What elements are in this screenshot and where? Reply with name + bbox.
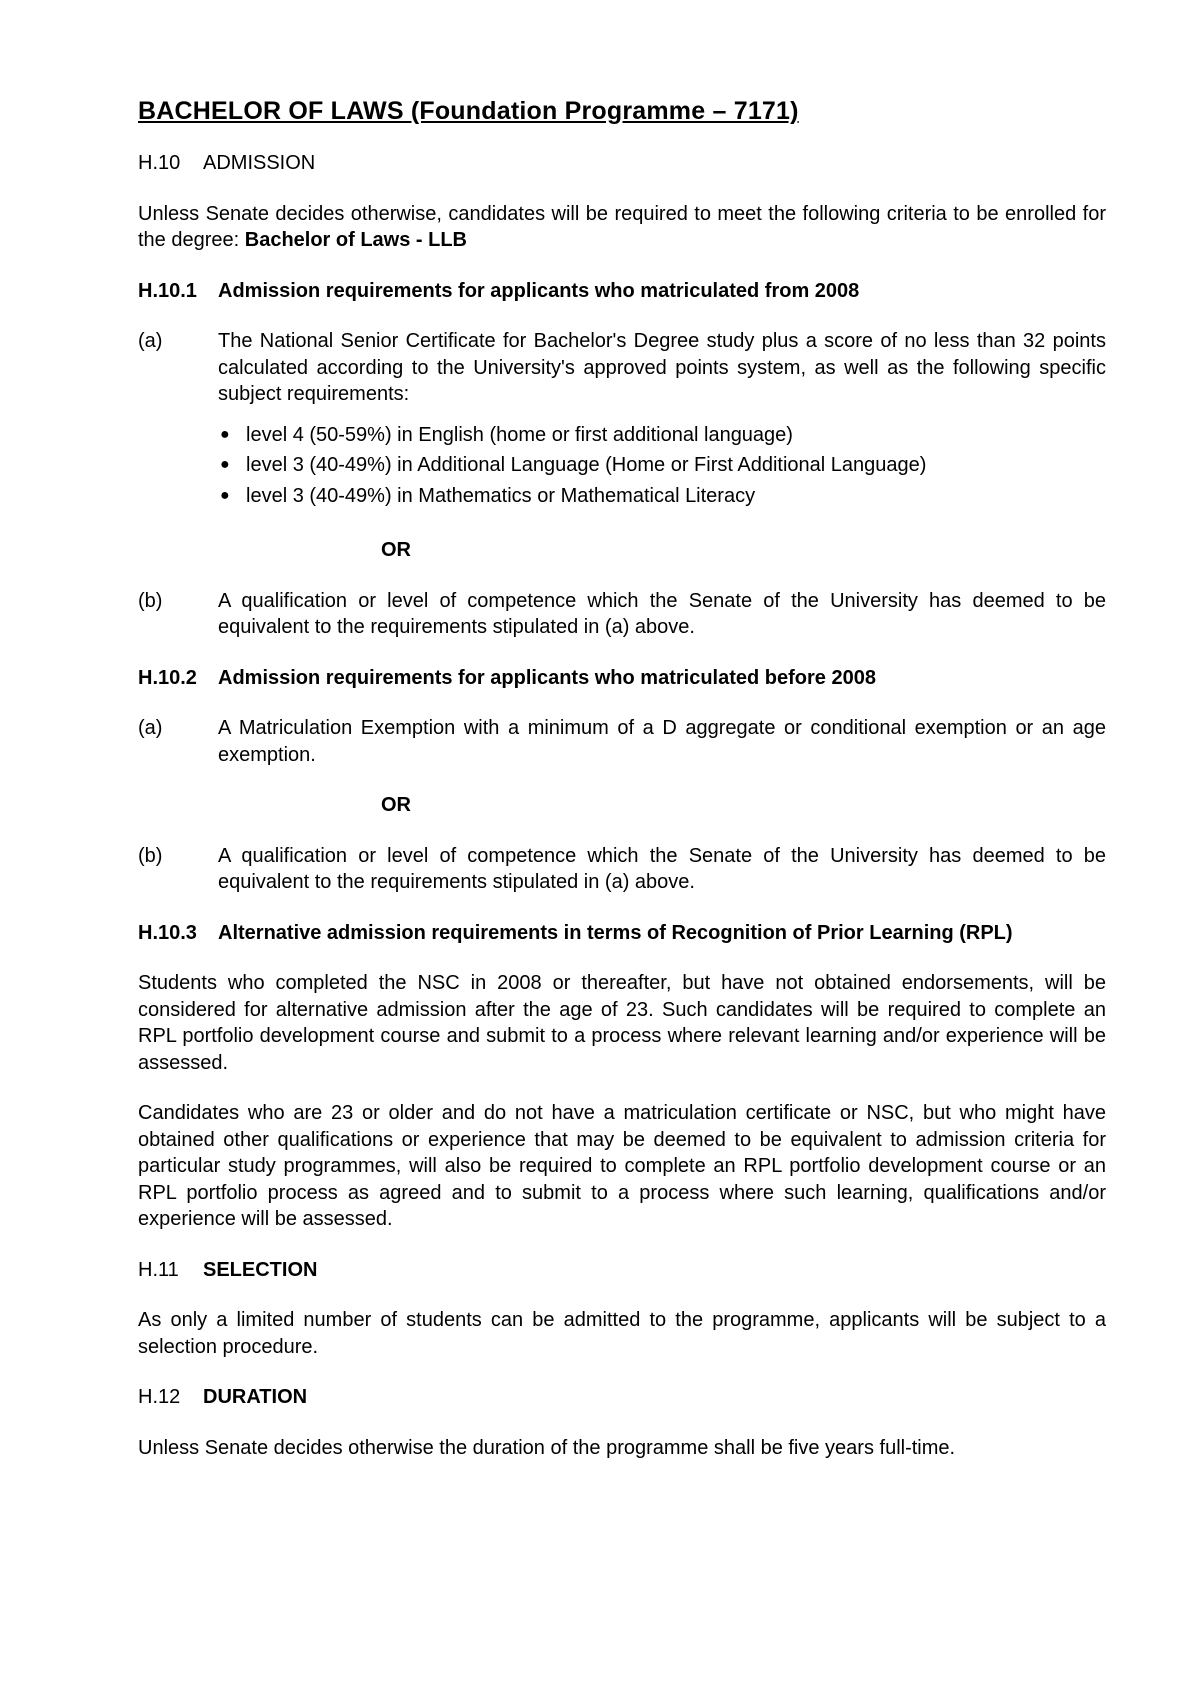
requirement-item-b bbox=[138, 588, 1106, 641]
item-label: (b) bbox=[138, 589, 163, 612]
section-label: DURATION bbox=[203, 1386, 308, 1408]
bullet-icon: ● bbox=[220, 425, 230, 443]
item-body bbox=[218, 328, 1106, 513]
section-number: H.11 bbox=[138, 1258, 179, 1281]
subsection-label: Admission requirements for applicants who matriculated before 2008 bbox=[218, 666, 876, 689]
document-title: BACHELOR OF LAWS (Foundation Programme – 7171) bbox=[138, 97, 799, 125]
subsection-number: H.10.1 bbox=[138, 279, 197, 302]
item-label: (a) bbox=[138, 717, 163, 739]
requirement-item-b bbox=[138, 843, 1106, 896]
requirement-item-a bbox=[138, 715, 1106, 768]
list-item bbox=[218, 483, 1106, 510]
item-text: A qualification or level of competence which the Senate of the University has deemed to be equivalent to the requirements stipulated in (a) above. bbox=[218, 844, 1106, 893]
section-label: SELECTION bbox=[203, 1258, 318, 1281]
bullet-icon: ● bbox=[220, 456, 230, 473]
list-item bbox=[218, 452, 1106, 479]
item-text: The National Senior Certificate for Bachelor's Degree study plus a score of no less than 32 points calculated according to the University's approved points system, as well as the following specific subject requirements: bbox=[218, 330, 1106, 405]
subsection-number: H.10.2 bbox=[138, 666, 197, 689]
item-label: (b) bbox=[138, 844, 163, 867]
section-h10-1-heading bbox=[138, 278, 1106, 305]
selection-paragraph: As only a limited number of students can be admitted to the programme, applicants will be subject to a selection procedure. bbox=[138, 1309, 1106, 1358]
subsection-label: Alternative admission requirements in terms of Recognition of Prior Learning (RPL) bbox=[218, 921, 1013, 944]
item-label: (a) bbox=[138, 330, 163, 352]
section-number: H.10 bbox=[138, 152, 181, 174]
section-h10-2-heading bbox=[138, 665, 1106, 692]
list-item-text: level 3 (40-49%) in Mathematics or Mathematical Literacy bbox=[246, 484, 756, 507]
item-text: A Matriculation Exemption with a minimum of a D aggregate or conditional exemption or an age exemption. bbox=[218, 717, 1106, 766]
or-separator: OR bbox=[381, 794, 411, 816]
duration-paragraph: Unless Senate decides otherwise the duration of the programme shall be five years full-time. bbox=[138, 1436, 956, 1459]
item-text: A qualification or level of competence which the Senate of the University has deemed to be equivalent to the requirements stipulated in (a) above. bbox=[218, 589, 1106, 638]
section-h10-3-heading bbox=[138, 920, 1106, 947]
section-h11-heading bbox=[138, 1257, 1106, 1284]
subsection-number: H.10.3 bbox=[138, 921, 197, 944]
rpl-paragraph-1: Students who completed the NSC in 2008 or thereafter, but have not obtained endorsements, will be considered for alternative admission after the age of 23. Such candidates will be required to complete an RPL portfolio development course and submit to a process where relevant learning and/or experience will be assessed. bbox=[138, 972, 1106, 1074]
subsection-label: Admission requirements for applicants who matriculated from 2008 bbox=[218, 279, 860, 302]
section-label: ADMISSION bbox=[203, 152, 316, 174]
section-h10-heading bbox=[138, 150, 1106, 177]
bullet-icon: ● bbox=[220, 486, 230, 504]
admission-intro bbox=[138, 201, 1106, 254]
subject-requirements-list bbox=[218, 422, 1106, 510]
section-h12-heading bbox=[138, 1384, 1106, 1411]
section-number: H.12 bbox=[138, 1386, 181, 1408]
list-item-text: level 4 (50-59%) in English (home or first additional language) bbox=[246, 423, 793, 446]
document-page bbox=[138, 96, 1106, 1485]
requirement-item-a bbox=[138, 328, 1106, 513]
or-separator: OR bbox=[381, 539, 411, 561]
list-item bbox=[218, 422, 1106, 449]
admission-intro-text: Unless Senate decides otherwise, candidates will be required to meet the following criteria to be enrolled for the degree: bbox=[138, 202, 1106, 251]
rpl-paragraph-2: Candidates who are 23 or older and do not have a matriculation certificate or NSC, but who might have obtained other qualifications or experience that may be deemed to be equivalent to admission criteria for particular study programmes, will also be required to complete an RPL portfolio development course or an RPL portfolio process as agreed and to submit to a process where such learning, qualifications and/or experience will be assessed. bbox=[138, 1102, 1106, 1230]
list-item-text: level 3 (40-49%) in Additional Language (Home or First Additional Language) bbox=[246, 454, 927, 476]
degree-name: Bachelor of Laws - LLB bbox=[244, 229, 467, 251]
